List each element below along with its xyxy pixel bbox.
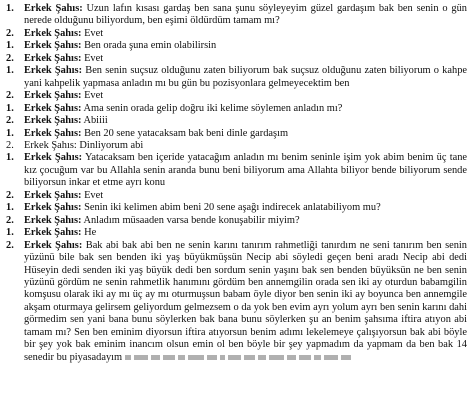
entry-number: 2. (6, 90, 14, 102)
transcript-entry (6, 240, 467, 365)
entry-number: 2. (6, 139, 14, 151)
speaker-label: Erkek Şahıs: (24, 115, 82, 127)
speaker-label: Erkek Şahıs: (24, 27, 82, 39)
speaker-label: Erkek Şahıs: (24, 189, 82, 201)
speech-text: Bak abi bak abi ben ne senin karını tanırım rahmetliği tanırdım ne seni tanırım ben senin yüzünü bile bak sen benden iki yaş büyükmüşsün Necip abi söyledi geçen beni aradı Necip abi dedi Hüseyin dedi senden iki yaş büyük dedi ben sordum senin yaşını bak sen benden büyüksün ne ben senin yüzünü gördüm ne senin rahmetlik hanımını gördüm ben annemgilin orada sen iki ay oturdun babamgilin komşusu olarak iki ay mı üç ay mı oturmuşsun babam öyle diyor ben senin iki ay boyunca ben annemgile akşam oturmaya gelirsem geliyordum gelmezsem o da yok ben evim ayrı yolum ayrı ben senin karını dahi görmedim sen yani bana bunu söylerken bak bana bunu söylerken şu an benim şahsıma iftira atıyon abi tamam mı? Sen ben eminim diyorsun iftira atıyorsun benim adımı lekelemeye çalışıyorsun bak abi böyle bir şey yok bak eminim inancım olsun emin ol ben böyle bir şey yapmadım da yapmam da ben bak 14 senedir bu piyasadayım (24, 239, 468, 363)
speaker-label: Erkek Şahıs: (24, 127, 82, 139)
transcript-entry (6, 65, 467, 90)
speaker-label: Erkek Şahıs: (24, 227, 82, 239)
entry-body (24, 140, 467, 152)
speaker-label: Erkek Şahıs: (24, 202, 82, 214)
entry-body (24, 190, 467, 202)
speaker-label: Erkek Şahıs: (24, 102, 82, 114)
entry-number: 2. (6, 52, 14, 64)
transcript-entry (6, 202, 467, 214)
speech-text: Senin iki kelimen abim beni 20 sene aşağı indirecek anlatabiliyom mu? (84, 202, 381, 214)
transcript-entry (6, 90, 467, 102)
speech-text: He (84, 227, 97, 239)
transcript-entry (6, 128, 467, 140)
speech-text: Uzun lafın kısası gardaş ben sana şunu söyleyeyim güzel gardaşım bak ben senin o gün nerede olduğunu biliyordum, ben eşimi öldürdüm tamam mı? (24, 3, 467, 27)
speech-text: Ben 20 sene yatacaksam bak beni dinle gardaşım (84, 127, 289, 139)
speaker-label: Erkek Şahıs: (24, 40, 82, 52)
entry-body (24, 152, 467, 189)
entry-body (24, 128, 467, 140)
speech-text: Abiiii (83, 115, 108, 127)
entry-body (24, 40, 467, 52)
speech-text: Ben senin suçsuz olduğunu zaten biliyorum bak suçsuz olduğunu zaten biliyorum o kahpe yani kahpelik yapmasa anladın mı bu gün bu pozisyonlara gelmeyecektim ben (24, 65, 467, 89)
transcript-entry (6, 140, 467, 152)
entry-number: 1. (6, 227, 14, 239)
speech-text: Dinliyorum abi (79, 139, 144, 151)
entry-number: 2. (6, 27, 14, 39)
speaker-label: Erkek Şahıs: (24, 90, 82, 102)
transcript-entry (6, 53, 467, 65)
entry-body (24, 53, 467, 65)
speech-text: Evet (84, 90, 104, 102)
speech-text: Ben orada şuna emin olabilirsin (84, 40, 217, 52)
entry-number: 1. (6, 102, 14, 114)
entry-body (24, 215, 467, 227)
speaker-label: Erkek Şahıs: (24, 152, 83, 164)
transcript-entry (6, 215, 467, 227)
speaker-label: Erkek Şahıs: (24, 3, 83, 14)
entry-body (24, 28, 467, 40)
speech-text: Ama senin orada gelip doğru iki kelime söylemen anladın mı? (83, 102, 343, 114)
transcript-entry (6, 28, 467, 40)
entry-body (24, 240, 467, 365)
transcript-entry (6, 190, 467, 202)
entry-body (24, 202, 467, 214)
entry-number: 1. (6, 65, 14, 77)
speaker-label: Erkek Şahıs: (24, 65, 83, 77)
speaker-label: Erkek Şahıs: (24, 214, 82, 226)
illegible-text-scribble (125, 353, 363, 362)
entry-number: 1. (6, 202, 14, 214)
entry-number: 1. (6, 40, 14, 52)
entry-number: 2. (6, 189, 14, 201)
entry-number: 1. (6, 152, 14, 164)
speech-text: Evet (84, 189, 104, 201)
entry-body (24, 115, 467, 127)
transcript-entry (6, 115, 467, 127)
speech-text: Anladım müsaaden varsa bende konuşabilir miyim? (83, 214, 300, 226)
entry-number: 2. (6, 239, 14, 251)
entry-body (24, 3, 467, 28)
speech-text: Evet (84, 27, 104, 39)
entry-body (24, 90, 467, 102)
transcript-entry (6, 227, 467, 239)
entry-number: 1. (6, 127, 14, 139)
entry-number: 2. (6, 115, 14, 127)
speaker-label: Erkek Şahıs: (24, 52, 82, 64)
transcript-entry (6, 152, 467, 189)
speech-text: Evet (84, 52, 104, 64)
speech-text: Yatacaksam ben içeride yatacağım anladın mı benim seninle işim yok abim benim üç tane kız çocuğum var bu Allahla senin aranda bunu beni biliyorum ama Allahta biliyor bende biliyorum sende biliyorsun inkar et etme ayrı konu (24, 152, 468, 189)
transcript-entry (6, 103, 467, 115)
transcript-entry (6, 40, 467, 52)
speaker-label: Erkek Şahıs: (24, 139, 77, 151)
speaker-label: Erkek Şahıs: (24, 239, 83, 251)
entry-body (24, 227, 467, 239)
entry-body (24, 103, 467, 115)
entry-number: 1. (6, 3, 14, 14)
entry-body (24, 65, 467, 90)
transcript-entry (6, 3, 467, 28)
entry-number: 2. (6, 214, 14, 226)
